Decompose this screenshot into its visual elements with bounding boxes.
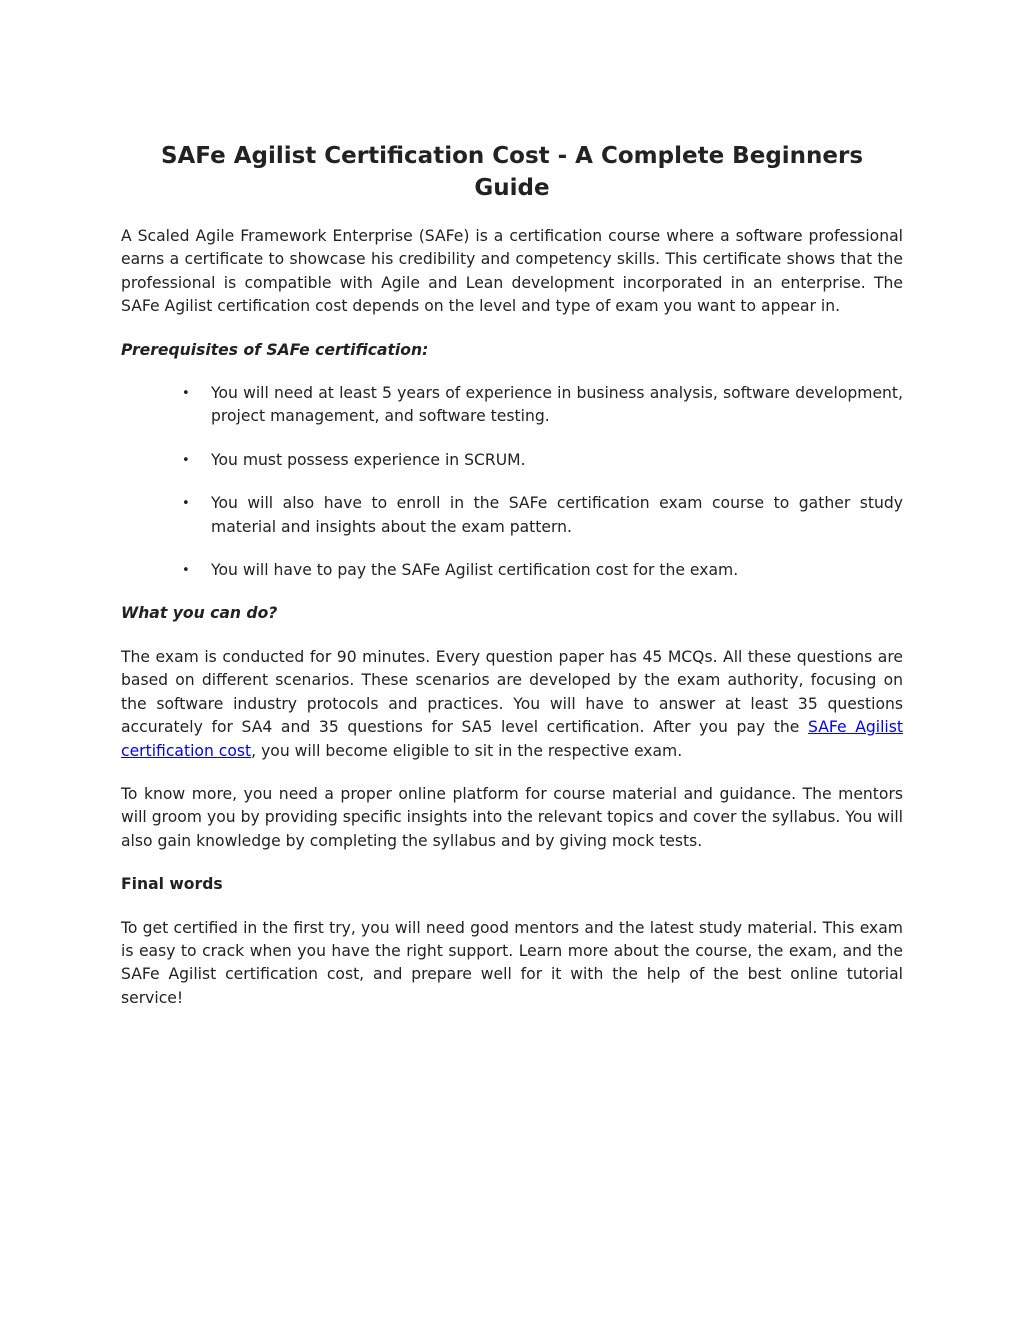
prerequisites-heading: Prerequisites of SAFe certification: <box>121 340 429 359</box>
list-item <box>182 559 903 582</box>
list-item-text: You will also have to enroll in the SAFe certification exam course to gather study material and insights about the exam pattern. <box>211 494 903 536</box>
bullet-icon: • <box>182 452 190 468</box>
list-item <box>182 449 903 472</box>
final-paragraph: To get certified in the first try, you will need good mentors and the latest study material. This exam is easy to crack when you have the right support. Learn more about the course, the exam, and the SAFe Agilist certification cost, and prepare well for it with the help of the best online tutorial service! <box>121 918 903 1007</box>
exam-details-paragraph <box>121 646 903 763</box>
document-page <box>121 140 903 1010</box>
list-item <box>182 382 903 429</box>
page-title: SAFe Agilist Certification Cost - A Complete Beginners Guide <box>160 143 864 201</box>
bullet-icon: • <box>182 563 190 579</box>
what-you-can-do-heading: What you can do? <box>121 604 278 623</box>
bullet-icon: • <box>182 386 190 402</box>
final-words-heading: Final words <box>121 875 223 894</box>
intro-paragraph: A Scaled Agile Framework Enterprise (SAFe) is a certification course where a software professional earns a certificate to showcase his credibility and competency skills. This certificate shows that the professional is compatible with Agile and Lean development incorporated in an enterprise. The SAFe Agilist certification cost depends on the level and type of exam you want to appear in. <box>121 227 903 316</box>
prerequisites-list <box>121 382 903 582</box>
exam-details-text-end: , you will become eligible to sit in the respective exam. <box>251 741 683 760</box>
bullet-icon: • <box>182 496 190 512</box>
list-item-text: You will need at least 5 years of experience in business analysis, software development, project management, and software testing. <box>211 384 903 426</box>
list-item-text: You will have to pay the SAFe Agilist certification cost for the exam. <box>211 561 739 580</box>
safe-agilist-cost-link[interactable]: SAFe Agilist certification cost <box>121 718 903 760</box>
know-more-paragraph: To know more, you need a proper online platform for course material and guidance. The mentors will groom you by providing specific insights into the relevant topics and cover the syllabus. You will also gain knowledge by completing the syllabus and by giving mock tests. <box>121 784 903 850</box>
exam-details-text: The exam is conducted for 90 minutes. Every question paper has 45 MCQs. All these questions are based on different scenarios. These scenarios are developed by the exam authority, focusing on the software industry protocols and practices. You will have to answer at least 35 questions accurately for SA4 and 35 questions for SA5 level certification. After you pay the <box>121 647 903 737</box>
list-item-text: You must possess experience in SCRUM. <box>211 450 526 469</box>
list-item <box>182 492 903 539</box>
